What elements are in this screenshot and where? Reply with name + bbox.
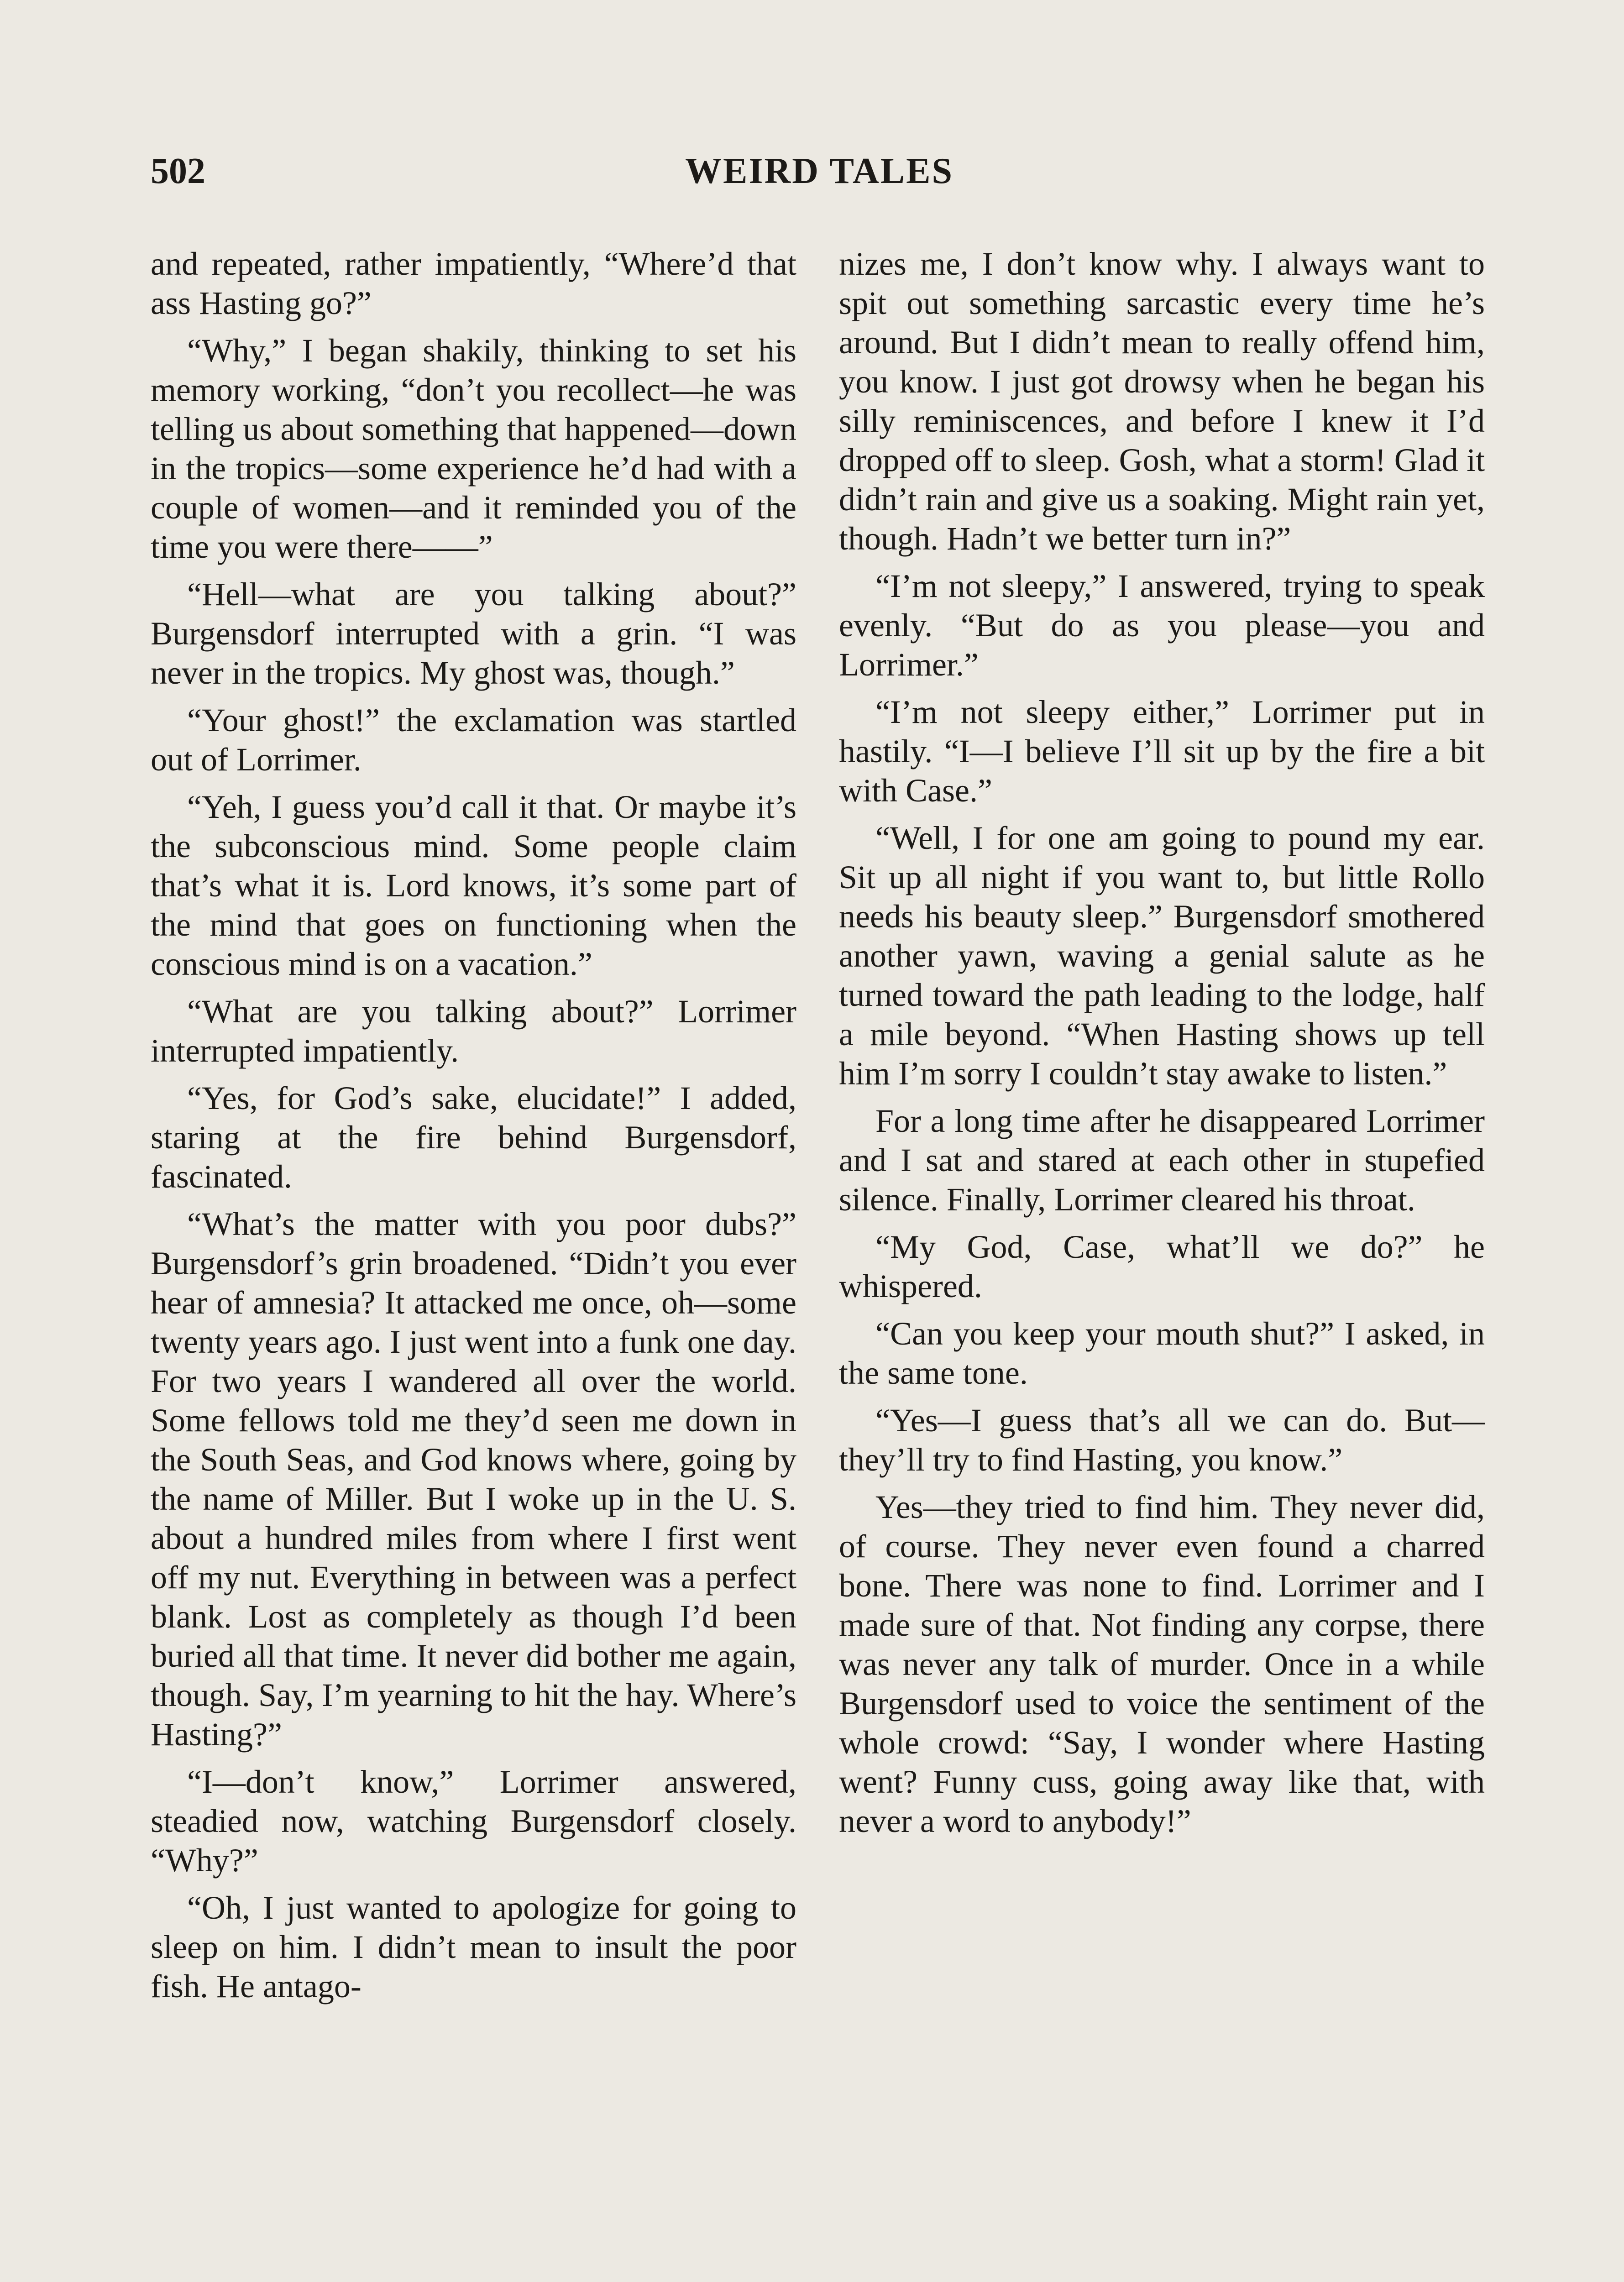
running-title: WEIRD TALES — [685, 151, 953, 191]
paragraph: nizes me, I don’t know why. I always want to spit out something sarcastic every time he’s around. But I didn’t mean to really offend him, you know. I just got drowsy when he began his silly reminiscences, and before I knew it I’d dropped off to sleep. Gosh, what a storm! Glad it didn’t rain and give us a soaking. Might rain yet, though. Hadn’t we better turn in?” — [839, 246, 1485, 557]
paragraph: “I’m not sleepy either,” Lorrimer put in hastily. “I—I believe I’ll sit up by the fire a bit with Case.” — [839, 694, 1485, 809]
paragraph: “I’m not sleepy,” I answered, trying to speak evenly. “But do as you please—you and Lorrimer.” — [839, 568, 1485, 683]
paragraph: “Oh, I just wanted to apologize for going to sleep on him. I didn’t mean to insult the poor fish. He antago- — [151, 1889, 796, 2005]
left-column — [151, 244, 796, 2014]
paragraph: “Yes, for God’s sake, elucidate!” I added, staring at the fire behind Burgensdorf, fascinated. — [151, 1080, 796, 1195]
paragraph: “Can you keep your mouth shut?” I asked, in the same tone. — [839, 1315, 1485, 1391]
paragraph: “Hell—what are you talking about?” Burgensdorf interrupted with a grin. “I was never in the tropics. My ghost was, though.” — [151, 576, 796, 691]
paragraph: “My God, Case, what’ll we do?” he whispered. — [839, 1229, 1485, 1304]
paragraph: “Why,” I began shakily, thinking to set his memory working, “don’t you recollect—he was telling us about something that happened—down in the tropics—some experience he’d had with a couple of women—and it reminded you of the time you were there——” — [151, 332, 796, 565]
paragraph: For a long time after he disappeared Lorrimer and I sat and stared at each other in stupefied silence. Finally, Lorrimer cleared his throat. — [839, 1103, 1485, 1218]
right-column — [839, 244, 1485, 1849]
paragraph: “What’s the matter with you poor dubs?” Burgensdorf’s grin broadened. “Didn’t you ever hear of amnesia? It attacked me once, oh—some twenty years ago. I just went into a funk one day. For two years I wandered all over the world. Some fellows told me they’d seen me down in the South Seas, and God knows where, going by the name of Miller. But I woke up in the U. S. about a hundred miles from where I first went off my nut. Everything in between was a perfect blank. Lost as completely as though I’d been buried all that time. It never did bother me again, though. Say, I’m yearning to hit the hay. Where’s Hasting?” — [151, 1206, 797, 1753]
paragraph: Yes—they tried to find him. They never did, of course. They never even found a charred bone. There was none to find. Lorrimer and I made sure of that. Not finding any corpse, there was never any talk of murder. Once in a while Burgensdorf used to voice the sentiment of the whole crowd: “Say, I wonder where Hasting went? Funny cuss, going away like that, with never a word to anybody!” — [839, 1489, 1485, 1839]
paragraph: “Well, I for one am going to pound my ear. Sit up all night if you want to, but little Rollo needs his beauty sleep.” Burgensdorf smothered another yawn, waving a genial salute as he turned toward the path leading to the lodge, half a mile beyond. “When Hasting shows up tell him I’m sorry I couldn’t stay awake to listen.” — [839, 820, 1485, 1092]
paragraph: “I—don’t know,” Lorrimer answered, steadied now, watching Burgensdorf closely. “Why?” — [151, 1764, 796, 1879]
page-number: 502 — [151, 151, 205, 191]
paragraph: and repeated, rather impatiently, “Where’d that ass Hasting go?” — [151, 246, 796, 321]
paragraph: “Yes—I guess that’s all we can do. But—they’ll try to find Hasting, you know.” — [839, 1402, 1485, 1478]
paragraph: “What are you talking about?” Lorrimer interrupted impatiently. — [151, 993, 796, 1069]
paragraph: “Yeh, I guess you’d call it that. Or maybe it’s the subconscious mind. Some people claim that’s what it is. Lord knows, it’s some part of the mind that goes on functioning when the conscious mind is on a vacation.” — [151, 789, 796, 982]
paragraph: “Your ghost!” the exclamation was startled out of Lorrimer. — [151, 702, 796, 778]
page-header — [151, 151, 1488, 196]
